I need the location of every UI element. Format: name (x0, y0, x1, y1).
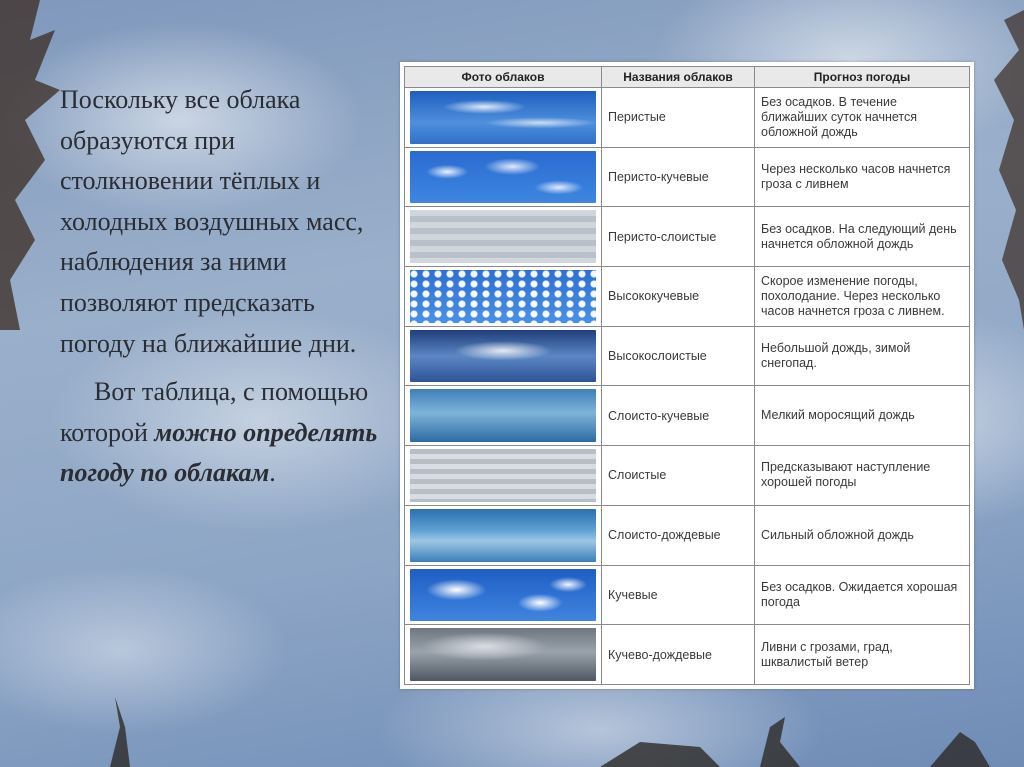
cloud-forecast: Предсказывают наступление хорошей погоды (755, 446, 970, 506)
cloud-photo (410, 628, 596, 681)
cloud-forecast: Небольшой дождь, зимой снегопад. (755, 326, 970, 386)
cloud-photo (410, 151, 596, 204)
table-intro-paragraph (60, 372, 380, 494)
cloud-forecast: Через несколько часов начнется гроза с ливнем (755, 147, 970, 207)
cloud-photo (410, 449, 596, 502)
cloud-name: Кучево-дождевые (602, 625, 755, 685)
cloud-photo-cell (405, 446, 602, 506)
cloud-name: Перисто-кучевые (602, 147, 755, 207)
table-row (405, 267, 970, 327)
cloud-forecast: Сильный обложной дождь (755, 505, 970, 565)
cloud-name: Высокослоистые (602, 326, 755, 386)
cloud-photo-cell (405, 147, 602, 207)
cloud-forecast: Мелкий моросящий дождь (755, 386, 970, 446)
cloud-name: Слоисто-дождевые (602, 505, 755, 565)
table-intro-text: Вот таблица, с помощью которой (60, 377, 369, 447)
cloud-forecast-table (404, 66, 970, 685)
header-forecast: Прогноз погоды (755, 67, 970, 88)
table-header-row (405, 67, 970, 88)
cloud-photo-cell (405, 207, 602, 267)
table-row (405, 147, 970, 207)
cloud-table-frame (400, 62, 974, 689)
header-name: Названия облаков (602, 67, 755, 88)
cloud-name: Высококучевые (602, 267, 755, 327)
table-row (405, 565, 970, 625)
cloud-photo-cell (405, 625, 602, 685)
intro-paragraph: Поскольку все облака образуются при столкновении тёплых и холодных воздушных масс, наблюдения за ними позволяют предсказать погоду на ближайшие дни. (60, 85, 364, 358)
cloud-name: Перисто-слоистые (602, 207, 755, 267)
cloud-photo (410, 569, 596, 622)
table-row (405, 326, 970, 386)
header-photo: Фото облаков (405, 67, 602, 88)
cloud-photo-cell (405, 505, 602, 565)
cloud-name: Слоистые (602, 446, 755, 506)
tree-branches-right (984, 10, 1024, 330)
cloud-forecast: Ливни с грозами, град, шквалистый ветер (755, 625, 970, 685)
cloud-photo (410, 509, 596, 562)
cloud-forecast: Без осадков. Ожидается хорошая погода (755, 565, 970, 625)
table-intro-emphasis: можно определять погоду по облакам (60, 417, 378, 488)
cloud-forecast: Скорое изменение погоды, похолодание. Через несколько часов начнется гроза с ливнем. (755, 267, 970, 327)
table-row (405, 88, 970, 148)
cloud-photo-cell (405, 326, 602, 386)
cloud-name: Слоисто-кучевые (602, 386, 755, 446)
cloud-name: Перистые (602, 88, 755, 148)
cloud-photo-cell (405, 565, 602, 625)
cloud-photo (410, 330, 596, 383)
table-row (405, 446, 970, 506)
cloud-photo (410, 389, 596, 442)
cloud-name: Кучевые (602, 565, 755, 625)
cloud-photo (410, 210, 596, 263)
cloud-forecast: Без осадков. На следующий день начнется обложной дождь (755, 207, 970, 267)
cloud-photo-cell (405, 88, 602, 148)
table-row (405, 207, 970, 267)
cloud-photo-cell (405, 267, 602, 327)
cloud-photo-cell (405, 386, 602, 446)
cloud-forecast: Без осадков. В течение ближайших суток начнется обложной дождь (755, 88, 970, 148)
table-row (405, 386, 970, 446)
table-row (405, 625, 970, 685)
intro-text (60, 80, 380, 494)
table-intro-end: . (269, 458, 276, 488)
cloud-photo (410, 270, 596, 323)
cloud-photo (410, 91, 596, 144)
tree-branches-bottom (0, 687, 1024, 767)
table-row (405, 505, 970, 565)
